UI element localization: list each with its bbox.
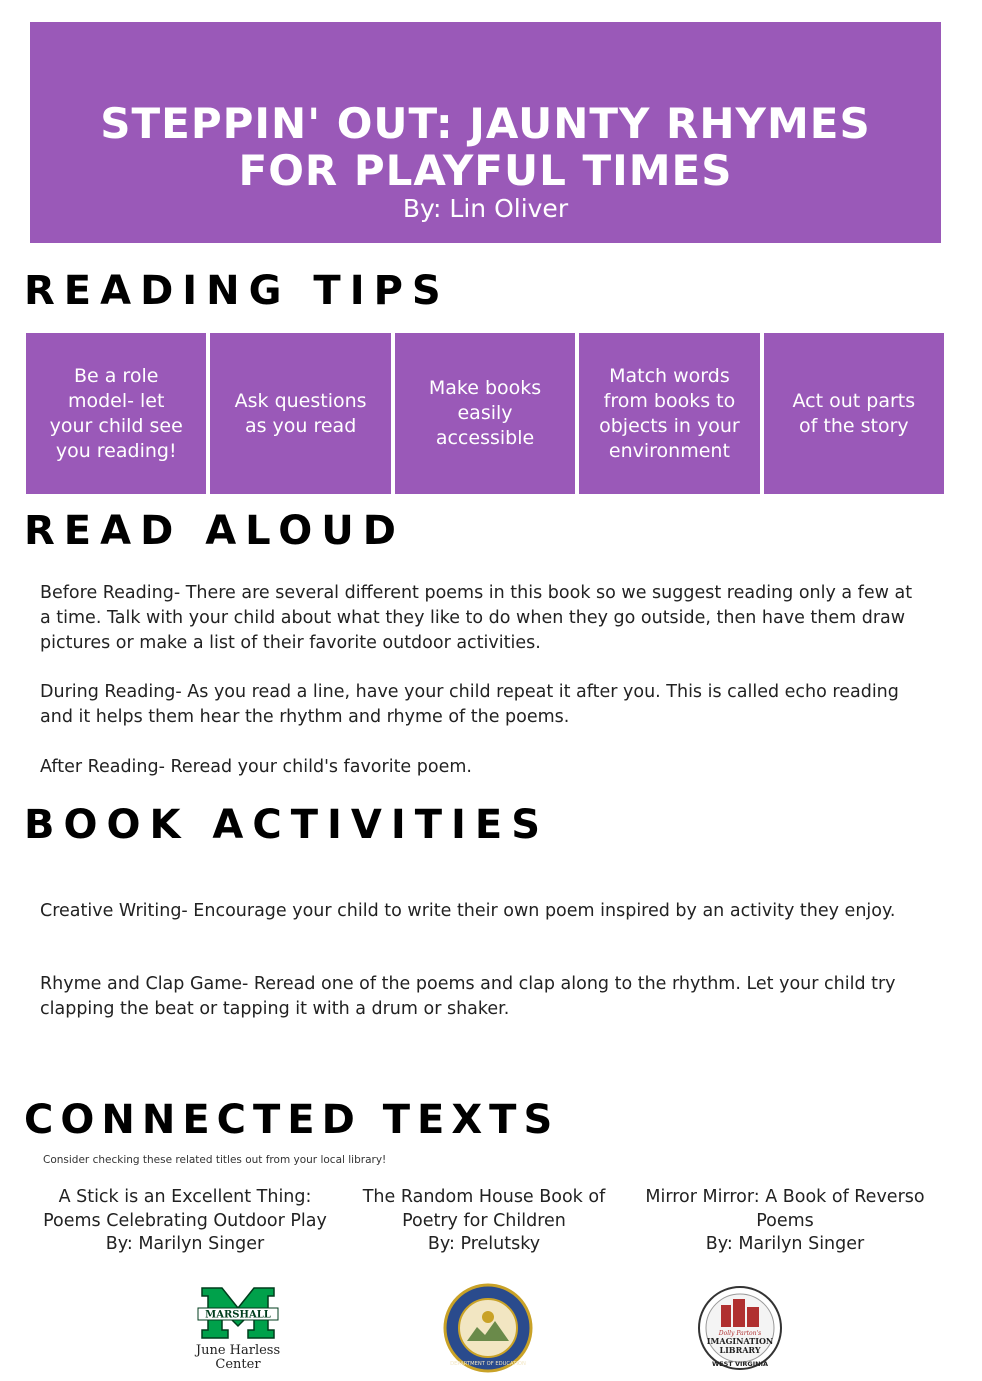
marshall-logo-line2: Center — [215, 1357, 261, 1370]
during-reading-text: During Reading- As you read a line, have your child repeat it after you. This is called echo reading and it helps them hear the rhythm and rhyme of the poems. — [40, 682, 899, 727]
marshall-logo-line1: June Harless — [195, 1343, 281, 1358]
imagination-state: WEST VIRGINIA — [711, 1360, 769, 1368]
imagination-line2: LIBRARY — [719, 1345, 761, 1355]
title-line-1: STEPPIN' OUT: JAUNTY RHYMES — [100, 99, 871, 148]
reading-tips-grid — [26, 333, 944, 494]
tip-card: Make books easily accessible — [395, 333, 575, 494]
tip-card: Be a role model- let your child see you reading! — [26, 333, 206, 494]
connected-text-title: The Random House Book of Poetry for Children — [362, 1187, 606, 1231]
imagination-library-logo — [695, 1285, 785, 1377]
connected-text-author: By: Prelutsky — [427, 1234, 541, 1254]
tip-card: Act out parts of the story — [764, 333, 944, 494]
marshall-june-harless-logo — [188, 1286, 288, 1370]
book-activities-heading: BOOK ACTIVITIES — [24, 802, 550, 848]
tip-card: Match words from books to objects in your environment — [579, 333, 759, 494]
connected-text-title: A Stick is an Excellent Thing: Poems Celebrating Outdoor Play — [43, 1187, 327, 1231]
creative-writing-text: Creative Writing- Encourage your child to write their own poem inspired by an activity they enjoy. — [40, 901, 896, 921]
title-banner — [30, 22, 941, 243]
marshall-logo-graphic — [188, 1286, 288, 1370]
read-aloud-heading: READ ALOUD — [24, 508, 405, 554]
after-reading-text: After Reading- Reread your child's favorite poem. — [40, 757, 472, 777]
connected-text-item — [339, 1186, 629, 1257]
library-note: Consider checking these related titles out from your local library! — [43, 1154, 387, 1166]
connected-text-title: Mirror Mirror: A Book of Reverso Poems — [645, 1187, 925, 1231]
tip-card: Ask questions as you read — [210, 333, 390, 494]
title-line-2: FOR PLAYFUL TIMES — [238, 146, 733, 195]
book-author: By: Lin Oliver — [402, 194, 569, 223]
connected-text-author: By: Marilyn Singer — [705, 1234, 865, 1254]
imagination-library-graphic — [695, 1285, 785, 1377]
connected-text-item — [40, 1186, 330, 1257]
before-reading-text: Before Reading- There are several different poems in this book so we suggest reading only a few at a time. Talk with your child about what they like to do when they go outside, then have them draw pictures or make a list of their favorite outdoor activities. — [40, 583, 913, 653]
wvde-seal-graphic — [443, 1283, 533, 1373]
reading-tips-heading: READING TIPS — [24, 268, 450, 314]
book-title — [30, 100, 941, 194]
imagination-line1: IMAGINATION — [706, 1336, 774, 1346]
connected-texts-heading: CONNECTED TEXTS — [24, 1097, 560, 1143]
imagination-brand: Dolly Parton's — [718, 1330, 762, 1337]
marshall-logo-name: MARSHALL — [205, 1309, 271, 1321]
connected-text-item — [640, 1186, 930, 1257]
connected-text-author: By: Marilyn Singer — [105, 1234, 265, 1254]
wv-department-of-education-seal — [443, 1283, 533, 1373]
rhyme-clap-text: Rhyme and Clap Game- Reread one of the poems and clap along to the rhythm. Let your child try clapping the beat or tapping it with a drum or shaker. — [40, 974, 896, 1019]
wvde-seal-text: DEPARTMENT OF EDUCATION — [450, 1361, 526, 1367]
